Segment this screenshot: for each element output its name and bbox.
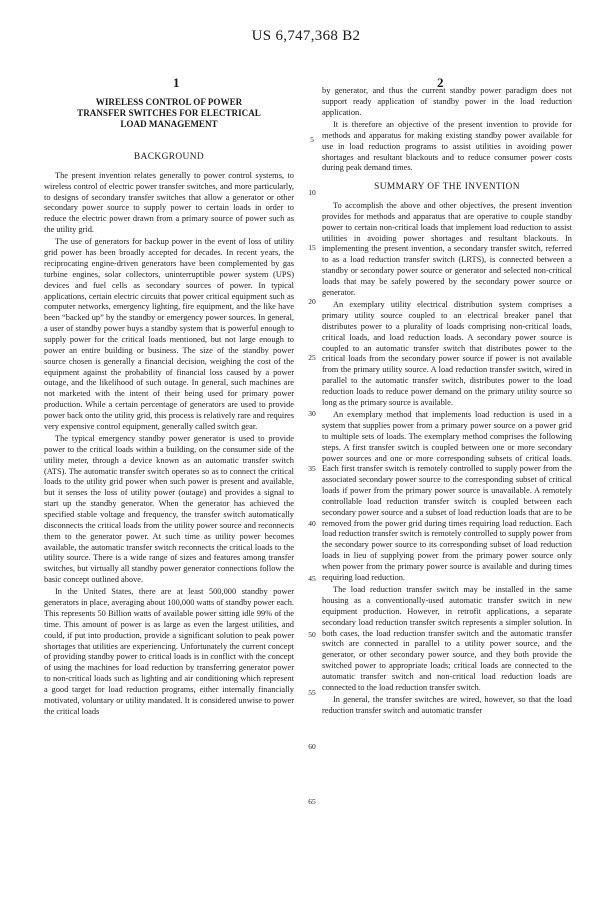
title-line: WIRELESS CONTROL OF POWER: [95, 97, 243, 107]
line-number: 30: [308, 409, 316, 418]
line-number: 55: [308, 688, 316, 697]
background-paragraph: In the United States, there are at least 500,000 standby power generators in place, averaging about 100,000 watts of standby power each. This represents 50 Billion watts of available power sitting idle 99% of the time. This amount of power is as large as even the largest utilities, and could, if put into production, provide a significant solution to peak power shortages that utilities are experiencing. Unfortunately the current concept of providing standby power to critical loads is in conflict with the concept of using the machines for load reduction by transferring generator power to non-critical loads such as lighting and air conditioning which represent a good target for load reduction programs, either internally financially motivated, voluntary or utility mandated. It is considered unwise to power the critical loads: [44, 587, 295, 716]
summary-heading: SUMMARY OF THE INVENTION: [374, 182, 520, 193]
column-number-left: 1: [173, 75, 180, 90]
summary-paragraph: In general, the transfer switches are wired, however, so that the load reduction transfer switch and automatic transfer: [322, 695, 572, 715]
line-number: 5: [310, 135, 314, 144]
title-line: LOAD MANAGEMENT: [120, 119, 218, 129]
summary-paragraph: The load reduction transfer switch may be installed in the same housing as a conventionally-used automatic transfer switch in new equipment production. However, in retrofit applications, a separate secondary load reduction transfer switch represents a simpler solution. In both cases, the load reduction transfer switch and the automatic transfer switch are connected in parallel to a utility power source, and the generator, or other secondary power source, and they both provide the switched power to appropriate loads; critical loads are connected to the automatic transfer switch and non-critical load reduction loads are connected to the load reduction transfer switch.: [322, 585, 572, 692]
line-number: 45: [308, 574, 316, 583]
line-number: 20: [308, 297, 316, 306]
line-number: 60: [308, 742, 316, 751]
continuation-paragraph: by generator, and thus the current standby power paradigm does not support ready application of standby power in the load reduction application.: [322, 86, 572, 117]
right-column: [322, 86, 572, 717]
line-number: 10: [308, 188, 316, 197]
objective-paragraph: It is therefore an objective of the present invention to provide for methods and apparatus for making existing standby power available for use in load reduction programs to assist utilities in avoiding power shortages and resultant blackouts and to reduce consumer power costs during peak demand times.: [322, 120, 572, 173]
line-number: 40: [308, 519, 316, 528]
line-number: 65: [308, 797, 316, 806]
patent-number: US 6,747,368 B2: [251, 28, 361, 44]
summary-paragraph: An exemplary method that implements load reduction is used in a system that supplies power from a primary power source on a power grid to multiple sets of loads. The exemplary method comprises the following steps. A first transfer switch is coupled between one or more secondary power sources and one or more corresponding subsets of critical loads. Each first transfer switch is remotely controlled to supply power from the associated secondary power source to the corresponding subset of critical loads if power from the primary power source is unavailable. A remotely controllable load reduction transfer switch is coupled between each secondary power source and a subset of load reduction loads that are to be removed from the power grid during times requiring load reduction. Each load reduction transfer switch is remotely controlled to supply power from the secondary power source to its corresponding subset of load reduction loads in lieu of supplying power from the primary power source only when power from the primary power source is available and during times requiring load reduction.: [322, 410, 572, 582]
line-number: 25: [308, 353, 316, 362]
line-number: 35: [308, 464, 316, 473]
background-paragraph: The use of generators for backup power in the event of loss of utility grid power has been broadly accepted for decades. In recent years, the reciprocating engine-driven generators have been complemented by gas turbine engines, solar collectors, uninterruptible power system (UPS) devices and fuel cells as secondary sources of power. In typical applications, certain electric circuits that power critical equipment such as computer networks, emergency lighting, fire equipment, and the like have been “backed up” by the standby or emergency power sources. In general, a user of standby power buys a standby system that is powerful enough to supply power for the critical loads mentioned, but not large enough to power an entire building or business. The size of the standby power source chosen is generally a financial decision, weighing the cost of the equipment against the probability of financial loss caused by a power outage, and the likelihood of such outage. In general, such machines are not marketed with the intent of their being used for primary power production. While a certain percentage of generators are used to provide power back onto the utility grid, this process is relatively rare and requires very expensive control equipment, generally called switch gear.: [44, 237, 294, 431]
background-heading: BACKGROUND: [133, 152, 205, 162]
background-paragraph: The present invention relates generally to power control systems, to wireless control of electric power transfer switches, and more particularly, to designs of secondary transfer switches that allow a generator or other secondary power source to supply power to certain loads in order to reduce the electric power drawn from a primary source of power such as the utility grid.: [44, 170, 294, 235]
left-column: [44, 97, 294, 718]
patent-title: [44, 97, 294, 130]
column-number-right: 2: [437, 75, 444, 90]
line-number: 15: [308, 243, 316, 252]
summary-paragraph: An exemplary utility electrical distribution system comprises a primary utility source coupled to an electrical breaker panel that distributes power to a plurality of loads comprising non-critical loads, critical loads, and load reduction loads. A secondary power source is coupled to an automatic transfer switch that distributes power to the critical loads from the secondary power source if power is not available from the primary utility source. A load reduction transfer switch, wired in parallel to the automatic transfer switch, distributes power to the load reduction loads to reduce power demand on the primary utility source so long as the primary source is available.: [322, 300, 572, 407]
summary-paragraph: To accomplish the above and other objectives, the present invention provides for methods and apparatus that are operative to couple standby power to certain non-critical loads that implement load reduction to assist utilities in avoiding power shortages and resultant blackouts. In implementing the present invention, a secondary transfer switch, referred to as a load reduction transfer switch (LRTS), is connected between a standby or secondary power source or generator and selected non-critical loads that may be safely powered by the secondary power source or generator.: [322, 201, 572, 297]
line-number: 50: [308, 630, 316, 639]
title-line: TRANSFER SWITCHES FOR ELECTRICAL: [77, 108, 261, 118]
background-paragraph: The typical emergency standby power generator is used to provide power to the critical loads within a building, on the consumer side of the utility meter, through a device known as an automatic transfer switch (ATS). The automatic transfer switch operates so as to connect the critical loads to the utility grid power when such power is present and available, but it senses the loss of utility power (outage) and provides a signal to start up the standby generator. When the generator has achieved the specified stable voltage and frequency, the transfer switch automatically disconnects the critical loads from the utility power source and reconnects them to the generator power. At such time as utility power becomes available, the automatic transfer switch reconnects the critical loads to the utility source. There is a wide range of sizes and features among transfer switches, but virtually all standby power generator connections follow the basic concept outlined above.: [44, 434, 294, 585]
